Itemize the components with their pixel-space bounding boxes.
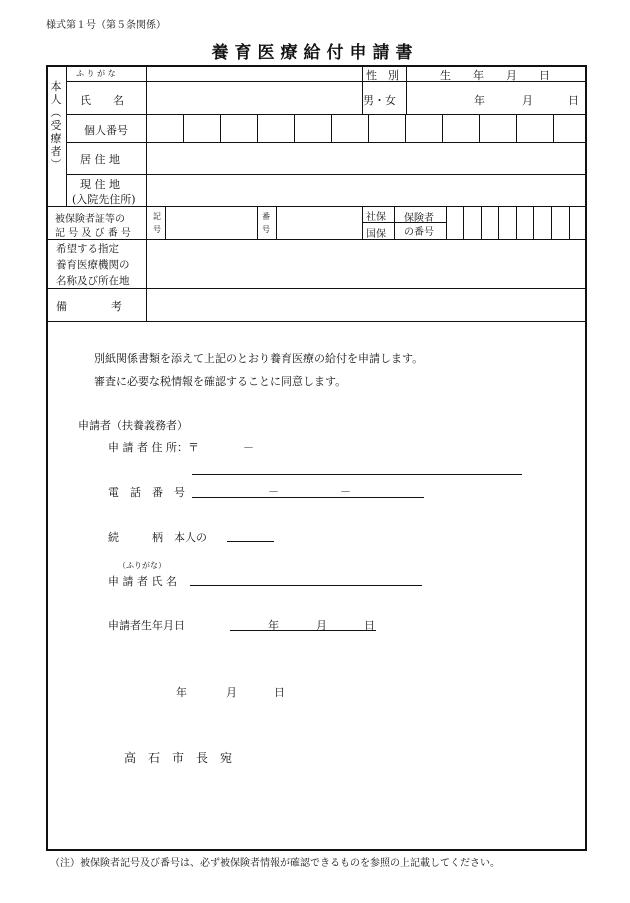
furigana-field[interactable]	[147, 66, 361, 81]
kigo-label-2: 号	[153, 225, 161, 234]
addressee: 高 石 市 長 宛	[124, 751, 233, 765]
applicant-birth-line[interactable]	[230, 630, 376, 631]
applicant-name-line[interactable]	[190, 585, 422, 586]
current-address-sub: (入院先住所)	[72, 193, 136, 206]
furigana-small-label: （ふりがな）	[118, 561, 166, 570]
phone-dash-2: －	[340, 485, 351, 498]
date-year: 年	[176, 686, 187, 699]
patient-group-label: 本 人 ︵ 受 療 者 ︶	[50, 80, 62, 171]
phone-label: 電 話 番 号	[108, 486, 185, 499]
address-field[interactable]	[147, 143, 586, 174]
insurer-label-2: の番号	[404, 227, 434, 238]
relation-label: 続 柄 本人の	[108, 531, 207, 544]
insurer-label-1: 保険者	[404, 213, 434, 224]
applicant-birth-year: 年	[268, 619, 279, 632]
applicant-name-label: 申 請 者 氏 名	[108, 575, 177, 588]
bango-label-1: 番	[262, 212, 270, 221]
institution-label-1: 希望する指定	[56, 243, 119, 255]
institution-label-3: 名称及び所在地	[56, 275, 130, 287]
relation-line[interactable]	[227, 541, 274, 542]
phone-line[interactable]	[192, 497, 424, 498]
date-day: 日	[274, 686, 285, 699]
statement-line-2: 審査に必要な税情報を確認することに同意します。	[94, 375, 347, 388]
address-label: 居 住 地	[80, 153, 120, 166]
remarks-field[interactable]	[147, 289, 586, 321]
form-title: 養育医療給付申請書	[211, 43, 419, 63]
birth-day-label: 日	[568, 94, 579, 107]
bango-label-2: 号	[262, 225, 270, 234]
applicant-birth-label: 申請者生年月日	[108, 619, 185, 632]
sex-options[interactable]: 男・女	[363, 94, 396, 107]
applicant-address-line[interactable]	[192, 474, 522, 475]
applicant-address-label: 申 請 者 住 所：〒 －	[108, 441, 254, 454]
kokuho-label[interactable]: 国保	[366, 229, 386, 240]
institution-label-2: 養育医療機関の	[56, 259, 130, 271]
sex-label: 性 別	[366, 69, 399, 82]
kigo-label-1: 記	[153, 212, 161, 221]
name-field[interactable]	[147, 82, 361, 114]
footer-note: （注）被保険者記号及び番号は、必ず被保険者情報が確認できるものを参照の上記載してください。	[50, 858, 500, 869]
insurance-label-1: 被保険者証等の	[55, 214, 125, 225]
name-label: 氏 名	[80, 94, 124, 107]
birthdate-label: 生 年 月 日	[440, 69, 550, 82]
insurance-label-2: 記 号 及 び 番 号	[55, 228, 131, 239]
date-month: 月	[226, 686, 237, 699]
birth-year-label: 年	[474, 94, 485, 107]
form-number-label: 様式第１号（第５条関係）	[46, 20, 166, 31]
furigana-label: ふ り が な	[76, 69, 116, 78]
applicant-birth-day: 日	[364, 619, 375, 632]
institution-field[interactable]	[147, 240, 586, 288]
birth-month-label: 月	[522, 94, 533, 107]
phone-dash-1: －	[268, 485, 279, 498]
applicant-birth-month: 月	[316, 619, 327, 632]
shaho-label[interactable]: 社保	[366, 212, 386, 223]
statement-line-1: 別紙関係書類を添えて上記のとおり養育医療の給付を申請します。	[94, 352, 424, 365]
remarks-label: 備 考	[56, 300, 122, 313]
mynumber-label: 個人番号	[84, 124, 128, 137]
current-address-field[interactable]	[147, 175, 586, 206]
current-address-label: 現 住 地	[80, 178, 120, 191]
applicant-heading: 申請者（扶養義務者）	[78, 419, 188, 432]
